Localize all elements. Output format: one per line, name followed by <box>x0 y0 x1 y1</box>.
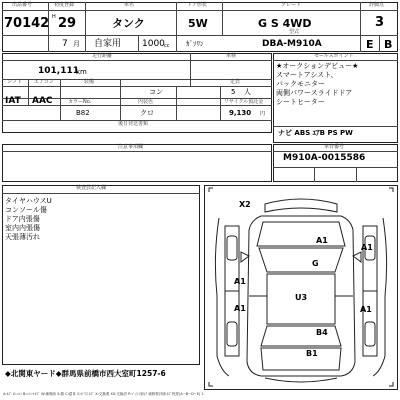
sales-point-lines <box>276 62 358 107</box>
interior-color: クロ <box>140 109 154 117</box>
recycle-unit: 円 <box>260 111 266 117</box>
era-prefix: H <box>52 14 56 20</box>
recycle-label: リサイクル預託金 <box>224 99 264 105</box>
exterior-grade: B <box>384 38 393 51</box>
interior-color-label: 内装色 <box>138 99 154 105</box>
score: 3 <box>375 15 385 30</box>
left-mirror <box>241 252 249 262</box>
shift-value: IAT <box>5 96 21 106</box>
displacement-unit: cc <box>164 43 170 49</box>
hood <box>257 222 345 246</box>
sales-point-line: ★オークションデビュー★ <box>276 62 359 70</box>
inspector-line: コンソール傷 <box>5 206 47 214</box>
shift-label: シフト <box>7 79 23 85</box>
front-left-wheel <box>227 236 237 260</box>
rear-right-wheel <box>365 322 375 346</box>
sales-point-line: バックモニター <box>276 80 325 88</box>
registration-month: 7 <box>62 39 68 49</box>
car-diagram <box>205 186 397 389</box>
mileage-label: 走行距離 <box>92 53 113 59</box>
rear-bumper <box>265 378 337 382</box>
mileage: 101,111 <box>38 66 79 76</box>
damage-mark-g: G <box>312 259 319 268</box>
damage-mark-b1: B1 <box>306 349 318 358</box>
inspection-label: 車検 <box>226 53 237 59</box>
year-label: 初度登録 <box>54 2 75 8</box>
right-mirror <box>353 252 361 262</box>
windshield <box>259 248 343 272</box>
inspector-line: タイヤハウスU <box>5 197 52 205</box>
damage-mark-u3: U3 <box>295 293 308 302</box>
fuel-type: ｶﾞｿﾘﾝ <box>186 40 204 48</box>
damage-mark-a1-side: A1 <box>361 243 373 252</box>
usage: 自家用 <box>94 39 122 49</box>
damage-mark-a1-top: A1 <box>316 236 328 245</box>
capacity-value: 5 <box>231 88 236 96</box>
inspector-line: ドア内張傷 <box>5 215 40 223</box>
aircon-value: AAC <box>32 96 53 106</box>
recycle-fee: 9,130 <box>229 109 252 117</box>
damage-mark-a1-left: A1 <box>234 277 246 286</box>
aircon-label: エアコン <box>34 79 54 85</box>
inspector-line: 天張薄汚れ <box>5 233 40 241</box>
color-number: B82 <box>76 109 90 117</box>
inspector-lines <box>5 197 52 242</box>
lot-number: 70142 <box>4 16 50 31</box>
damage-mark-b4: B4 <box>316 328 328 337</box>
front-bumper <box>265 199 337 212</box>
sales-point-line: 両側パワースライドドア <box>276 89 353 97</box>
registration-year: 29 <box>58 16 77 31</box>
month-unit: 月 <box>73 40 80 48</box>
displacement: 1000 <box>142 39 165 49</box>
interior-grade: E <box>366 38 374 51</box>
model-code: DBA-M910A <box>262 39 322 49</box>
notes-title: 注意事項欄 <box>118 144 144 150</box>
chassis-number: M910A-0015586 <box>283 153 366 163</box>
equipment-list: ナビ ABS ｴｱB PS PW <box>278 129 353 137</box>
grade: G S 4WD <box>258 17 312 30</box>
grade-label: グレード <box>281 2 302 8</box>
rear-hatch <box>261 348 341 370</box>
door-style: 5W <box>188 17 208 30</box>
model-label: 車名 <box>124 2 135 8</box>
score-label: 評価点 <box>369 2 385 8</box>
equip-label: 装備 <box>84 79 95 85</box>
inspector-line: 室内内張傷 <box>5 224 40 232</box>
rear-window <box>261 326 341 346</box>
damage-mark-a1-right: A1 <box>360 305 372 314</box>
inspector-title: 検査員記入欄 <box>76 185 107 191</box>
doors-label: ドア形状 <box>187 2 207 8</box>
post-docs-label: 後日発送書類 <box>118 121 149 127</box>
model-code-label: 型式 <box>289 29 300 35</box>
color-label: カラーNo. <box>68 99 92 105</box>
mileage-unit: km <box>76 68 87 76</box>
damage-mark-x2: X2 <box>239 200 251 209</box>
rear-left-wheel <box>227 322 237 346</box>
damage-legend: A:ｷｽﾞ U:ﾍｺﾐ B:ﾍｺﾐ+ｷｽﾞ W:補修跡 S:錆 C:腐食 G:ｶﾞﾗｽ ｷｽﾞ X:交換要 XX:交換済 P:ﾍﾟｲﾝﾄ剥げ 補修要評価 ｷｽﾞ程度(A~B~D~E) 1 <box>3 392 204 396</box>
equip-value: コン <box>149 88 163 96</box>
damage-mark-a1-left-lower: A1 <box>234 304 246 313</box>
sales-point-title: セールスポイント <box>314 53 354 59</box>
chassis-title: 車台番号 <box>324 144 345 150</box>
capacity-unit: 人 <box>244 88 251 96</box>
sales-point-line: シートヒーター <box>276 98 325 106</box>
seller-address: ◆北関東ヤード◆群馬県前橋市西大室町1257-6 <box>5 369 166 378</box>
lot-label: 出品番号 <box>12 2 33 8</box>
capacity-label: 定員 <box>230 79 241 85</box>
model-name: タンク <box>112 17 145 30</box>
sales-point-line: スマートアシスト、 <box>276 71 338 79</box>
